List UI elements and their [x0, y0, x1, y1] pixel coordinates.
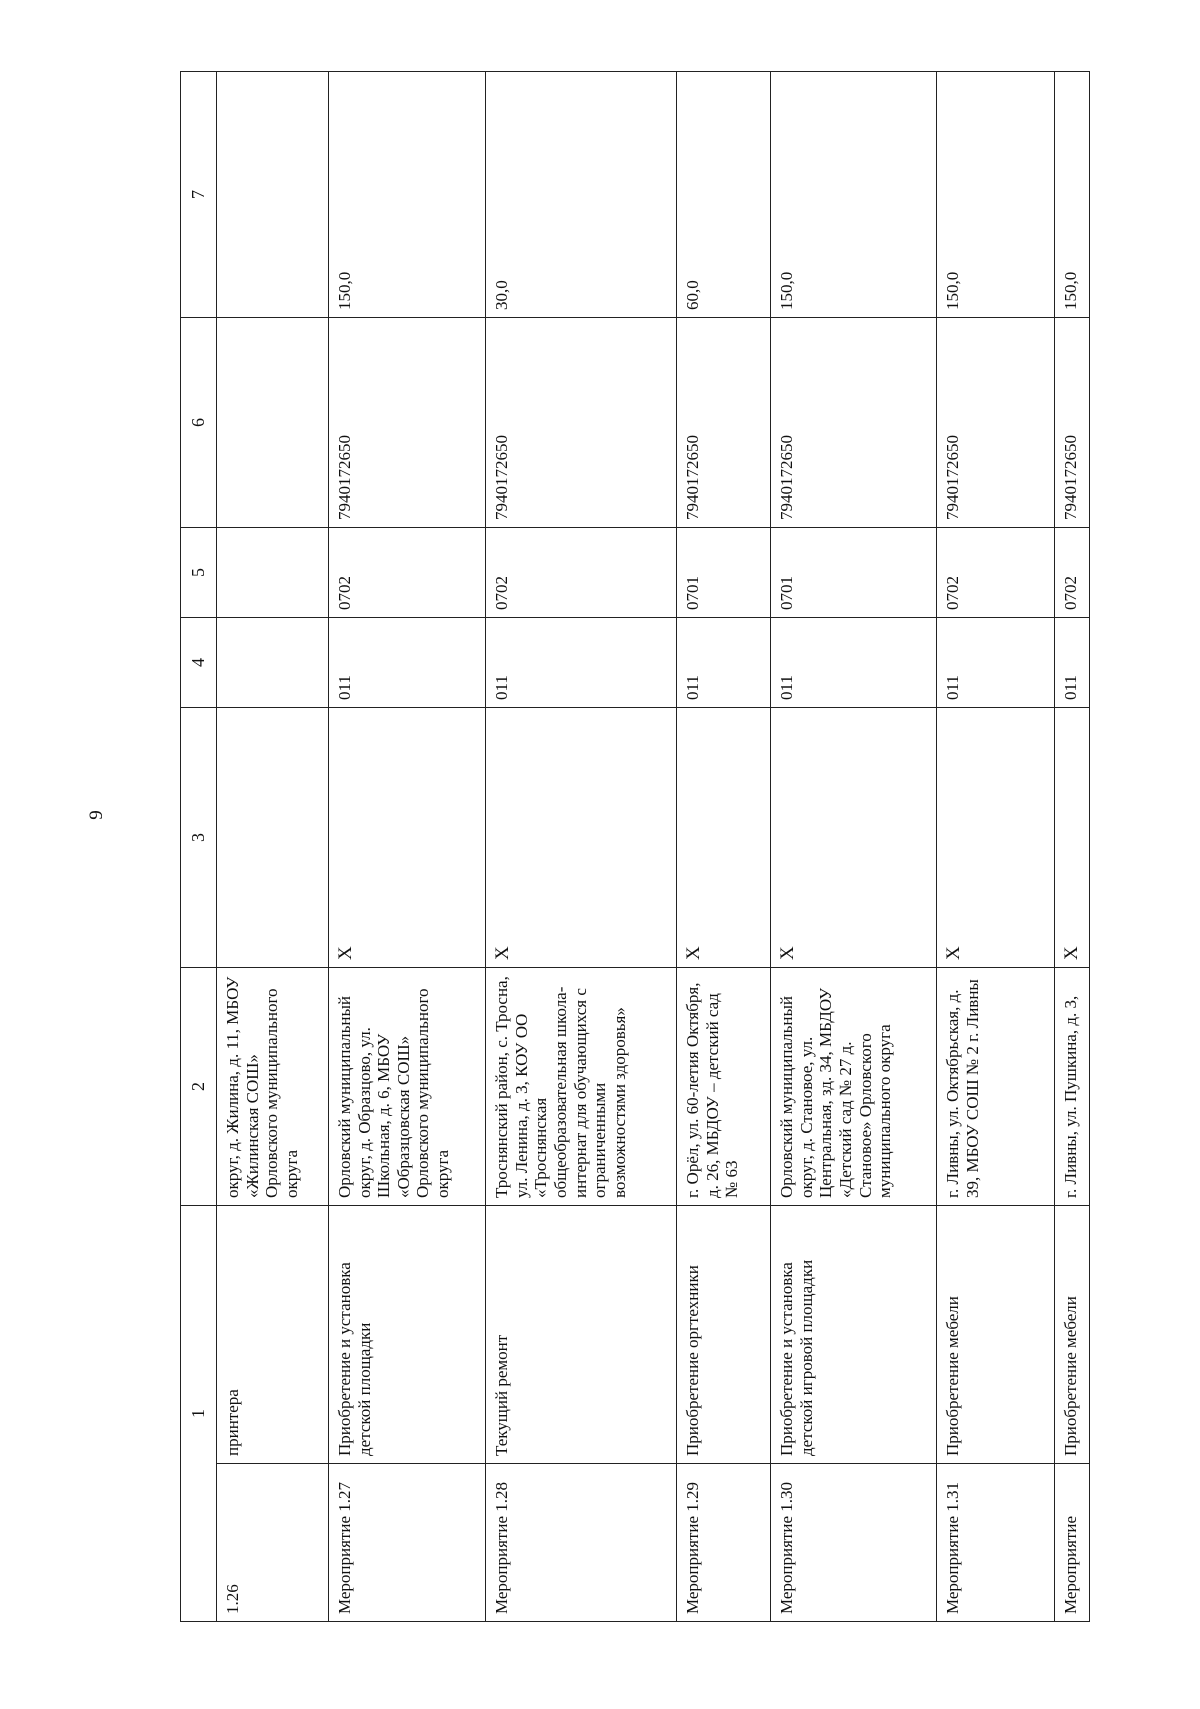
event-address: Орловский муниципальный округ, д. Становое, ул. Центральная, зд. 34, МБДОУ «Детский сад № 27 д. Становое» Орловского муниципального округа: [771, 968, 937, 1206]
col3-mark: X: [329, 708, 486, 968]
row-id: Мероприятие 1.31: [937, 1464, 1055, 1622]
col6-value: 7940172650: [1055, 318, 1090, 528]
col7-value: 150,0: [1055, 72, 1090, 318]
col4-value: 011: [771, 618, 937, 708]
event-name: принтера: [217, 1206, 329, 1464]
col6-value: 7940172650: [486, 318, 677, 528]
event-name: Приобретение и установка детской игровой площадки: [771, 1206, 937, 1464]
col7-value: 150,0: [937, 72, 1055, 318]
col7-value: 150,0: [329, 72, 486, 318]
col5-value: 0702: [937, 528, 1055, 618]
col4-value: 011: [486, 618, 677, 708]
event-address: г. Ливны, ул. Октябрьская, д. 39, МБОУ СОШ № 2 г. Ливны: [937, 968, 1055, 1206]
col4-value: 011: [937, 618, 1055, 708]
col5-value: 0702: [329, 528, 486, 618]
col3-mark: X: [677, 708, 771, 968]
event-address: г. Орёл, ул. 60-летия Октября, д. 26, МБДОУ – детский сад № 63: [677, 968, 771, 1206]
header-row: [181, 72, 217, 1622]
col4-value: 011: [677, 618, 771, 708]
col6-value: 7940172650: [771, 318, 937, 528]
budget-table: [180, 71, 1090, 1622]
row-id: 1.26: [217, 1464, 329, 1622]
table-row: [937, 72, 1055, 1622]
row-id: Мероприятие 1.27: [329, 1464, 486, 1622]
col5-value: 0702: [1055, 528, 1090, 618]
col4-value: [217, 618, 329, 708]
col5-value: 0701: [771, 528, 937, 618]
row-id: Мероприятие: [1055, 1464, 1090, 1622]
row-id: Мероприятие 1.30: [771, 1464, 937, 1622]
table-row: [677, 72, 771, 1622]
table-row: [771, 72, 937, 1622]
table-row: [486, 72, 677, 1622]
event-address: Троснянский район, с. Тросна, ул. Ленина, д. 3, КОУ ОО «Троснянская общеобразовательная школа-интернат для обучающихся с ограниченными возможностями здоровья»: [486, 968, 677, 1206]
col6-value: 7940172650: [329, 318, 486, 528]
col5-value: 0702: [486, 528, 677, 618]
col5-value: 0701: [677, 528, 771, 618]
header-col-5: 5: [181, 528, 217, 618]
col7-value: 150,0: [771, 72, 937, 318]
col5-value: [217, 528, 329, 618]
col3-mark: X: [486, 708, 677, 968]
col4-value: 011: [1055, 618, 1090, 708]
event-name: Текущий ремонт: [486, 1206, 677, 1464]
event-name: Приобретение и установка детской площадки: [329, 1206, 486, 1464]
header-col-2: 2: [181, 968, 217, 1206]
col7-value: 60,0: [677, 72, 771, 318]
col3-mark: X: [1055, 708, 1090, 968]
header-col-4: 4: [181, 618, 217, 708]
header-col-7: 7: [181, 72, 217, 318]
col6-value: 7940172650: [677, 318, 771, 528]
col6-value: 7940172650: [937, 318, 1055, 528]
event-address: Орловский муниципальный округ, д. Образцово, ул. Школьная, д. 6, МБОУ «Образцовская СОШ» Орловского муниципального округа: [329, 968, 486, 1206]
event-address: г. Ливны, ул. Пушкина, д. 3,: [1055, 968, 1090, 1206]
event-address: округ, д. Жилина, д. 11, МБОУ «Жилинская СОШ» Орловского муниципального округа: [217, 968, 329, 1206]
event-name: Приобретение мебели: [937, 1206, 1055, 1464]
col7-value: [217, 72, 329, 318]
col7-value: 30,0: [486, 72, 677, 318]
col3-mark: X: [937, 708, 1055, 968]
col3-mark: [217, 708, 329, 968]
rotated-sheet: [180, 72, 1090, 1622]
col6-value: [217, 318, 329, 528]
table-row: [1055, 72, 1090, 1622]
header-col-3: 3: [181, 708, 217, 968]
col3-mark: X: [771, 708, 937, 968]
table-row: [329, 72, 486, 1622]
table-row: [217, 72, 329, 1622]
row-id: Мероприятие 1.29: [677, 1464, 771, 1622]
event-name: Приобретение мебели: [1055, 1206, 1090, 1464]
event-name: Приобретение оргтехники: [677, 1206, 771, 1464]
header-col-1: 1: [181, 1206, 217, 1622]
page-number: 9: [86, 810, 107, 820]
header-col-6: 6: [181, 318, 217, 528]
row-id: Мероприятие 1.28: [486, 1464, 677, 1622]
col4-value: 011: [329, 618, 486, 708]
